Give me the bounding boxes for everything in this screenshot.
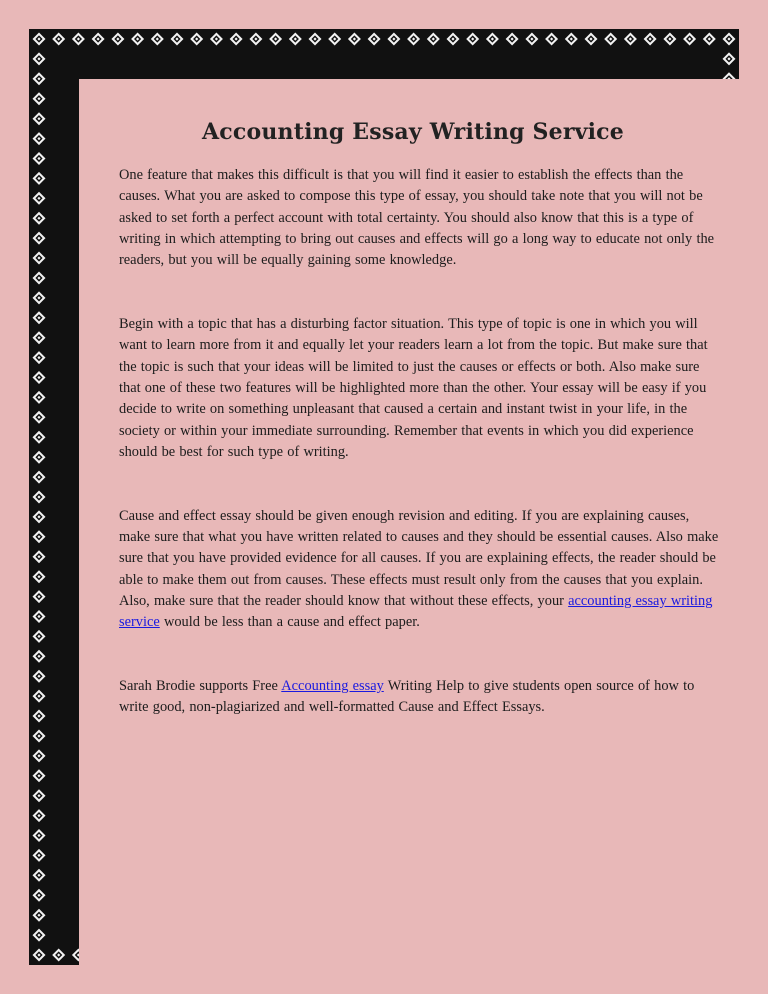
accounting-essay-writing-service-link[interactable]: accounting essay writing service — [119, 592, 713, 631]
paragraph-1: One feature that makes this difficult is that you will find it easier to establish the effects than the causes. What you are asked to compose this type of essay, you should take note that you will not be asked to set forth a perfect account with total certainty. You should also know that this is a type of writing in which attempting to bring out causes and effects will go a long way to educate not only the readers, but you will be equally gaining some knowledge. — [119, 167, 715, 269]
page-content-area — [79, 79, 747, 973]
paragraph-3-text-after: would be less than a cause and effect paper. — [159, 614, 420, 631]
document-body — [119, 165, 719, 761]
paragraph-2: Begin with a topic that has a disturbing factor situation. This type of topic is one in which you will want to learn more from it and equally let your readers learn a lot from the topic. But make sure that the topic is such that your ideas will be limited to just the causes or effects or both. Also make sure that one of these two features will be highlighted more than the other. Your essay will be easy if you decide to write on something unpleasant that caused a certain and instant twist in your life, in the society or within your immediate surrounding. Remember that events in which you did experience should be best for such type of writing. — [119, 316, 708, 460]
paragraph-4-text-before: Sarah Brodie supports Free — [119, 678, 282, 695]
paragraph-3 — [119, 506, 719, 634]
paragraph-4 — [119, 676, 719, 719]
accounting-essay-link[interactable]: Accounting essay — [281, 678, 384, 695]
document-title: Accounting Essay Writing Service — [202, 119, 624, 145]
decorative-border — [29, 29, 739, 965]
paragraph-3-text-before: Cause and effect essay should be given enough revision and editing. If you are explaining causes, make sure that what you have written related to causes and they should be essential causes. Also make sure that you have provided evidence for all causes. If you are explaining effects, the reader should be able to make them out from causes. These effects must result only from the causes that you explain. Also, make sure that the reader should know that without these effects, your — [119, 507, 719, 609]
paragraph-4-text-after: Writing Help to give students open source of how to write good, non-plagiarized and well-formatted Cause and Effect Essays. — [119, 678, 695, 716]
